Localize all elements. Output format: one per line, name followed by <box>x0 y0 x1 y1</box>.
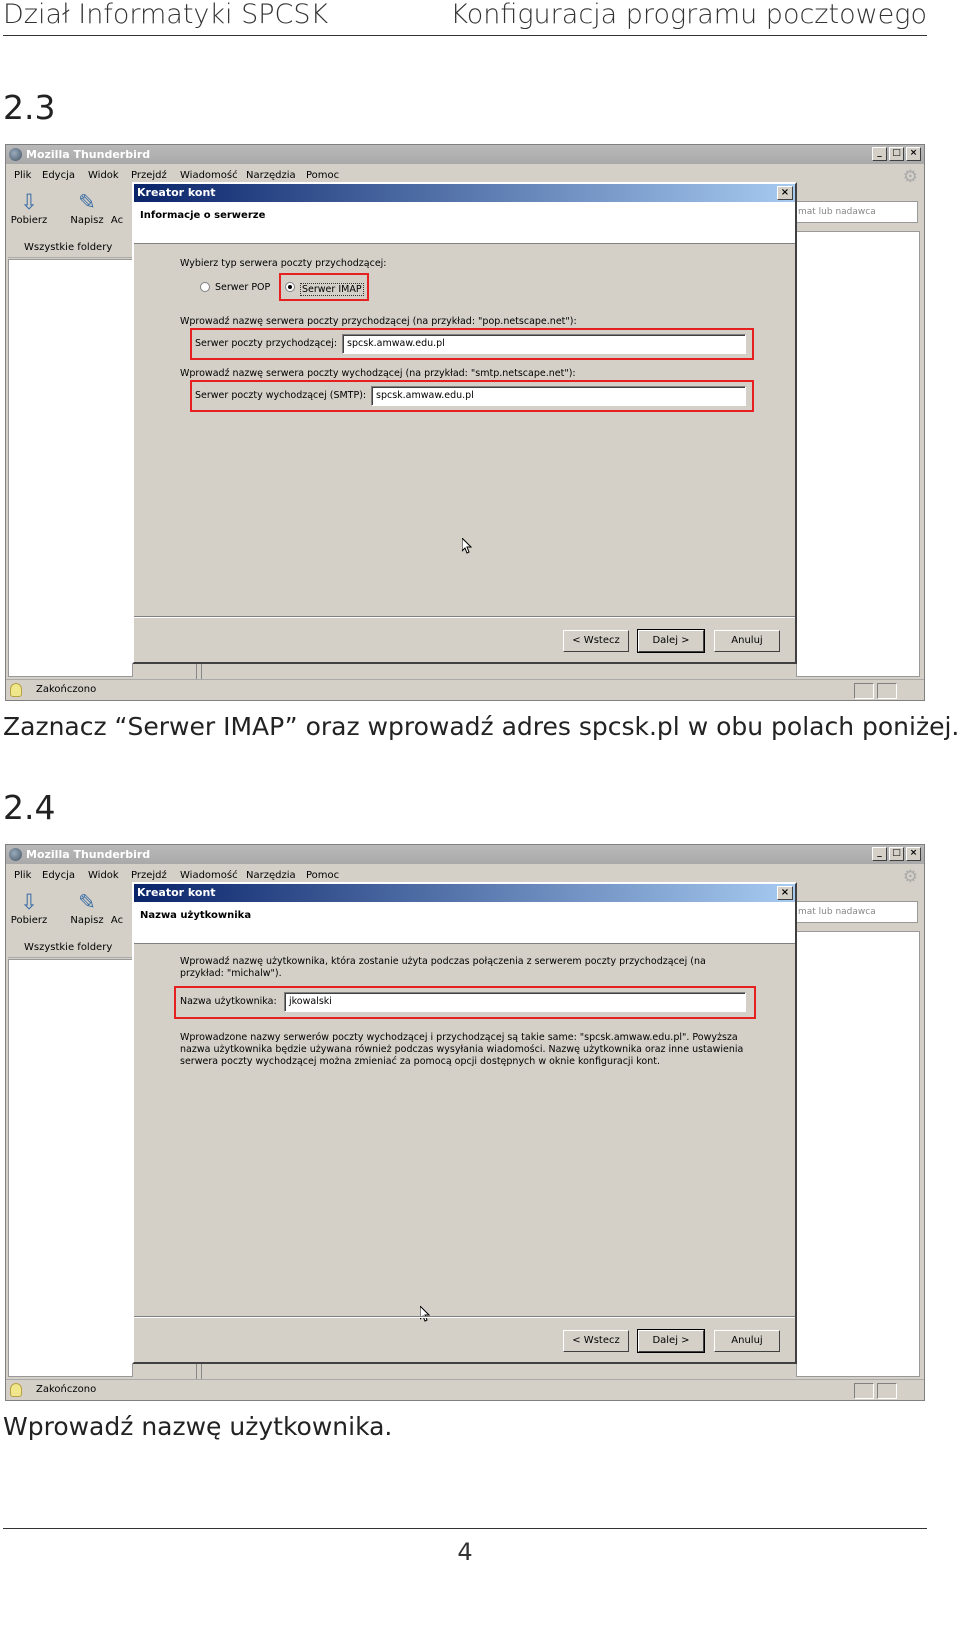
back-button[interactable]: < Wstecz <box>563 630 629 652</box>
username-info: Wprowadzone nazwy serwerów poczty wychodzącej i przychodzącej są takie same: "spcsk.amwaw.edu.pl". Powyższa nazwa użytkownika będzie używana również podczas wysyłania wiadomości. Nazwę użytkownika oraz inne ustawienia serwera poczty wychodzącej można zmieniać za pomocą opcji dostępnych w oknie konfiguracji kont. <box>180 1032 744 1067</box>
menu-tools[interactable]: Narzędzia <box>246 170 296 181</box>
lightbulb-icon <box>10 683 22 697</box>
get-mail-button[interactable]: ⇩ Pobierz <box>6 889 52 926</box>
caption-2-4: Wprowadź nazwę użytkownika. <box>3 1412 393 1441</box>
pane-splitter[interactable] <box>196 663 202 679</box>
menu-go[interactable]: Przejdź <box>131 170 167 181</box>
incoming-server-label: Serwer poczty przychodzącej: <box>195 338 338 349</box>
search-input[interactable]: mat lub nadawca <box>794 201 918 223</box>
status-bar <box>6 679 924 701</box>
menu-go[interactable]: Przejdź <box>131 870 167 881</box>
dialog-close-button[interactable]: × <box>777 886 793 900</box>
folders-header[interactable]: Wszystkie foldery <box>8 238 134 258</box>
incoming-hint: Wprowadź nazwę serwera poczty przychodzącej (na przykład: "pop.netscape.net"): <box>180 316 577 327</box>
wizard-page-title: Informacje o serwerze <box>140 210 266 221</box>
highlight-imap <box>279 273 369 301</box>
dialog-close-button[interactable]: × <box>777 186 793 200</box>
highlight-incoming <box>190 328 754 360</box>
header-right: Konfiguracja programu pocztowego <box>450 0 927 30</box>
get-mail-icon: ⇩ <box>20 190 38 214</box>
username-intro: Wprowadź nazwę użytkownika, która zostanie użyta podczas połączenia z serwerem poczty przychodzącej (na przykład: "michalw"). <box>180 956 706 979</box>
window-titlebar <box>6 845 924 864</box>
account-wizard-dialog <box>132 882 797 1364</box>
highlight-username <box>174 986 756 1019</box>
dialog-separator <box>134 1316 795 1318</box>
write-button[interactable]: ✎ Napisz <box>64 189 110 226</box>
message-list-pane[interactable] <box>796 231 920 677</box>
folder-pane[interactable] <box>8 959 133 1377</box>
wizard-page-header <box>134 202 795 244</box>
page-number: 4 <box>457 1538 473 1566</box>
status-text: Zakończono <box>36 684 97 695</box>
minimize-button[interactable]: _ <box>872 147 887 161</box>
radio-imap-label[interactable]: Serwer IMAP <box>302 284 362 295</box>
menu-help[interactable]: Pomoc <box>306 170 340 181</box>
search-input[interactable]: mat lub nadawca <box>794 901 918 923</box>
resize-grip-icon[interactable] <box>900 683 920 699</box>
main-toolbar <box>6 187 136 233</box>
write-button[interactable]: ✎ Napisz <box>64 889 110 926</box>
pencil-icon: ✎ <box>78 890 96 914</box>
caption-2-3: Zaznacz “Serwer IMAP” oraz wprowadź adres spcsk.pl w obu polach poniżej. <box>3 712 960 741</box>
mouse-cursor-icon <box>462 538 472 554</box>
close-window-button[interactable]: × <box>906 147 921 161</box>
menu-view[interactable]: Widok <box>88 170 119 181</box>
menu-message[interactable]: Wiadomość <box>180 870 238 881</box>
highlight-outgoing <box>190 380 754 412</box>
maximize-button[interactable]: □ <box>889 147 904 161</box>
message-list-pane[interactable] <box>796 931 920 1377</box>
header-left: Dział Informatyki SPCSK <box>3 0 329 30</box>
wizard-page-title: Nazwa użytkownika <box>140 910 252 921</box>
menu-help[interactable]: Pomoc <box>306 870 340 881</box>
cancel-button[interactable]: Anuluj <box>714 1330 780 1352</box>
section-number-2-4: 2.4 <box>3 788 56 827</box>
thunderbird-window-server-info <box>5 144 925 701</box>
username-input[interactable]: jkowalski <box>284 992 746 1012</box>
incoming-server-input[interactable]: spcsk.amwaw.edu.pl <box>342 334 746 354</box>
next-button[interactable]: Dalej > <box>638 630 704 652</box>
outgoing-hint: Wprowadź nazwę serwera poczty wychodzącej (na przykład: "smtp.netscape.net"): <box>180 368 576 379</box>
menu-edit[interactable]: Edycja <box>42 170 75 181</box>
wizard-page-header <box>134 902 795 944</box>
outgoing-server-label: Serwer poczty wychodzącej (SMTP): <box>195 390 367 401</box>
menu-message[interactable]: Wiadomość <box>180 170 238 181</box>
resize-grip-icon[interactable] <box>900 1383 920 1399</box>
dialog-title: Kreator kont <box>134 184 795 202</box>
menu-view[interactable]: Widok <box>88 870 119 881</box>
server-type-label: Wybierz typ serwera poczty przychodzącej: <box>180 258 387 269</box>
cancel-button[interactable]: Anuluj <box>714 630 780 652</box>
account-wizard-dialog <box>132 182 797 664</box>
menu-edit[interactable]: Edycja <box>42 870 75 881</box>
address-book-button[interactable]: Ac <box>110 915 124 926</box>
maximize-button[interactable]: □ <box>889 847 904 861</box>
get-mail-button[interactable]: ⇩ Pobierz <box>6 189 52 226</box>
pane-splitter[interactable] <box>196 1363 202 1379</box>
close-window-button[interactable]: × <box>906 847 921 861</box>
thunderbird-window-username <box>5 844 925 1401</box>
get-mail-icon: ⇩ <box>20 890 38 914</box>
menu-tools[interactable]: Narzędzia <box>246 870 296 881</box>
main-toolbar <box>6 887 136 933</box>
address-book-button[interactable]: Ac <box>110 215 124 226</box>
window-title: Mozilla Thunderbird <box>26 848 151 861</box>
back-button[interactable]: < Wstecz <box>563 1330 629 1352</box>
lightbulb-icon <box>10 1383 22 1397</box>
window-title: Mozilla Thunderbird <box>26 148 151 161</box>
window-titlebar <box>6 145 924 164</box>
menu-file[interactable]: Plik <box>14 870 32 881</box>
throbber-icon: ⚙ <box>902 167 918 187</box>
thunderbird-icon <box>9 148 22 161</box>
menu-file[interactable]: Plik <box>14 170 32 181</box>
folders-header[interactable]: Wszystkie foldery <box>8 938 134 958</box>
status-text: Zakończono <box>36 1384 97 1395</box>
section-number-2-3: 2.3 <box>3 88 56 127</box>
throbber-icon: ⚙ <box>902 867 918 887</box>
status-bar <box>6 1379 924 1401</box>
dialog-title: Kreator kont <box>134 884 795 902</box>
next-button[interactable]: Dalej > <box>638 1330 704 1352</box>
radio-pop[interactable] <box>200 282 210 292</box>
outgoing-server-input[interactable]: spcsk.amwaw.edu.pl <box>371 386 746 406</box>
radio-pop-label[interactable]: Serwer POP <box>215 282 271 293</box>
minimize-button[interactable]: _ <box>872 847 887 861</box>
dialog-separator <box>134 616 795 618</box>
thunderbird-icon <box>9 848 22 861</box>
footer-rule <box>3 1528 927 1529</box>
document-header <box>3 0 927 36</box>
mouse-cursor-icon <box>420 1306 430 1322</box>
username-label: Nazwa użytkownika: <box>180 996 277 1007</box>
folder-pane[interactable] <box>8 259 133 677</box>
pencil-icon: ✎ <box>78 190 96 214</box>
